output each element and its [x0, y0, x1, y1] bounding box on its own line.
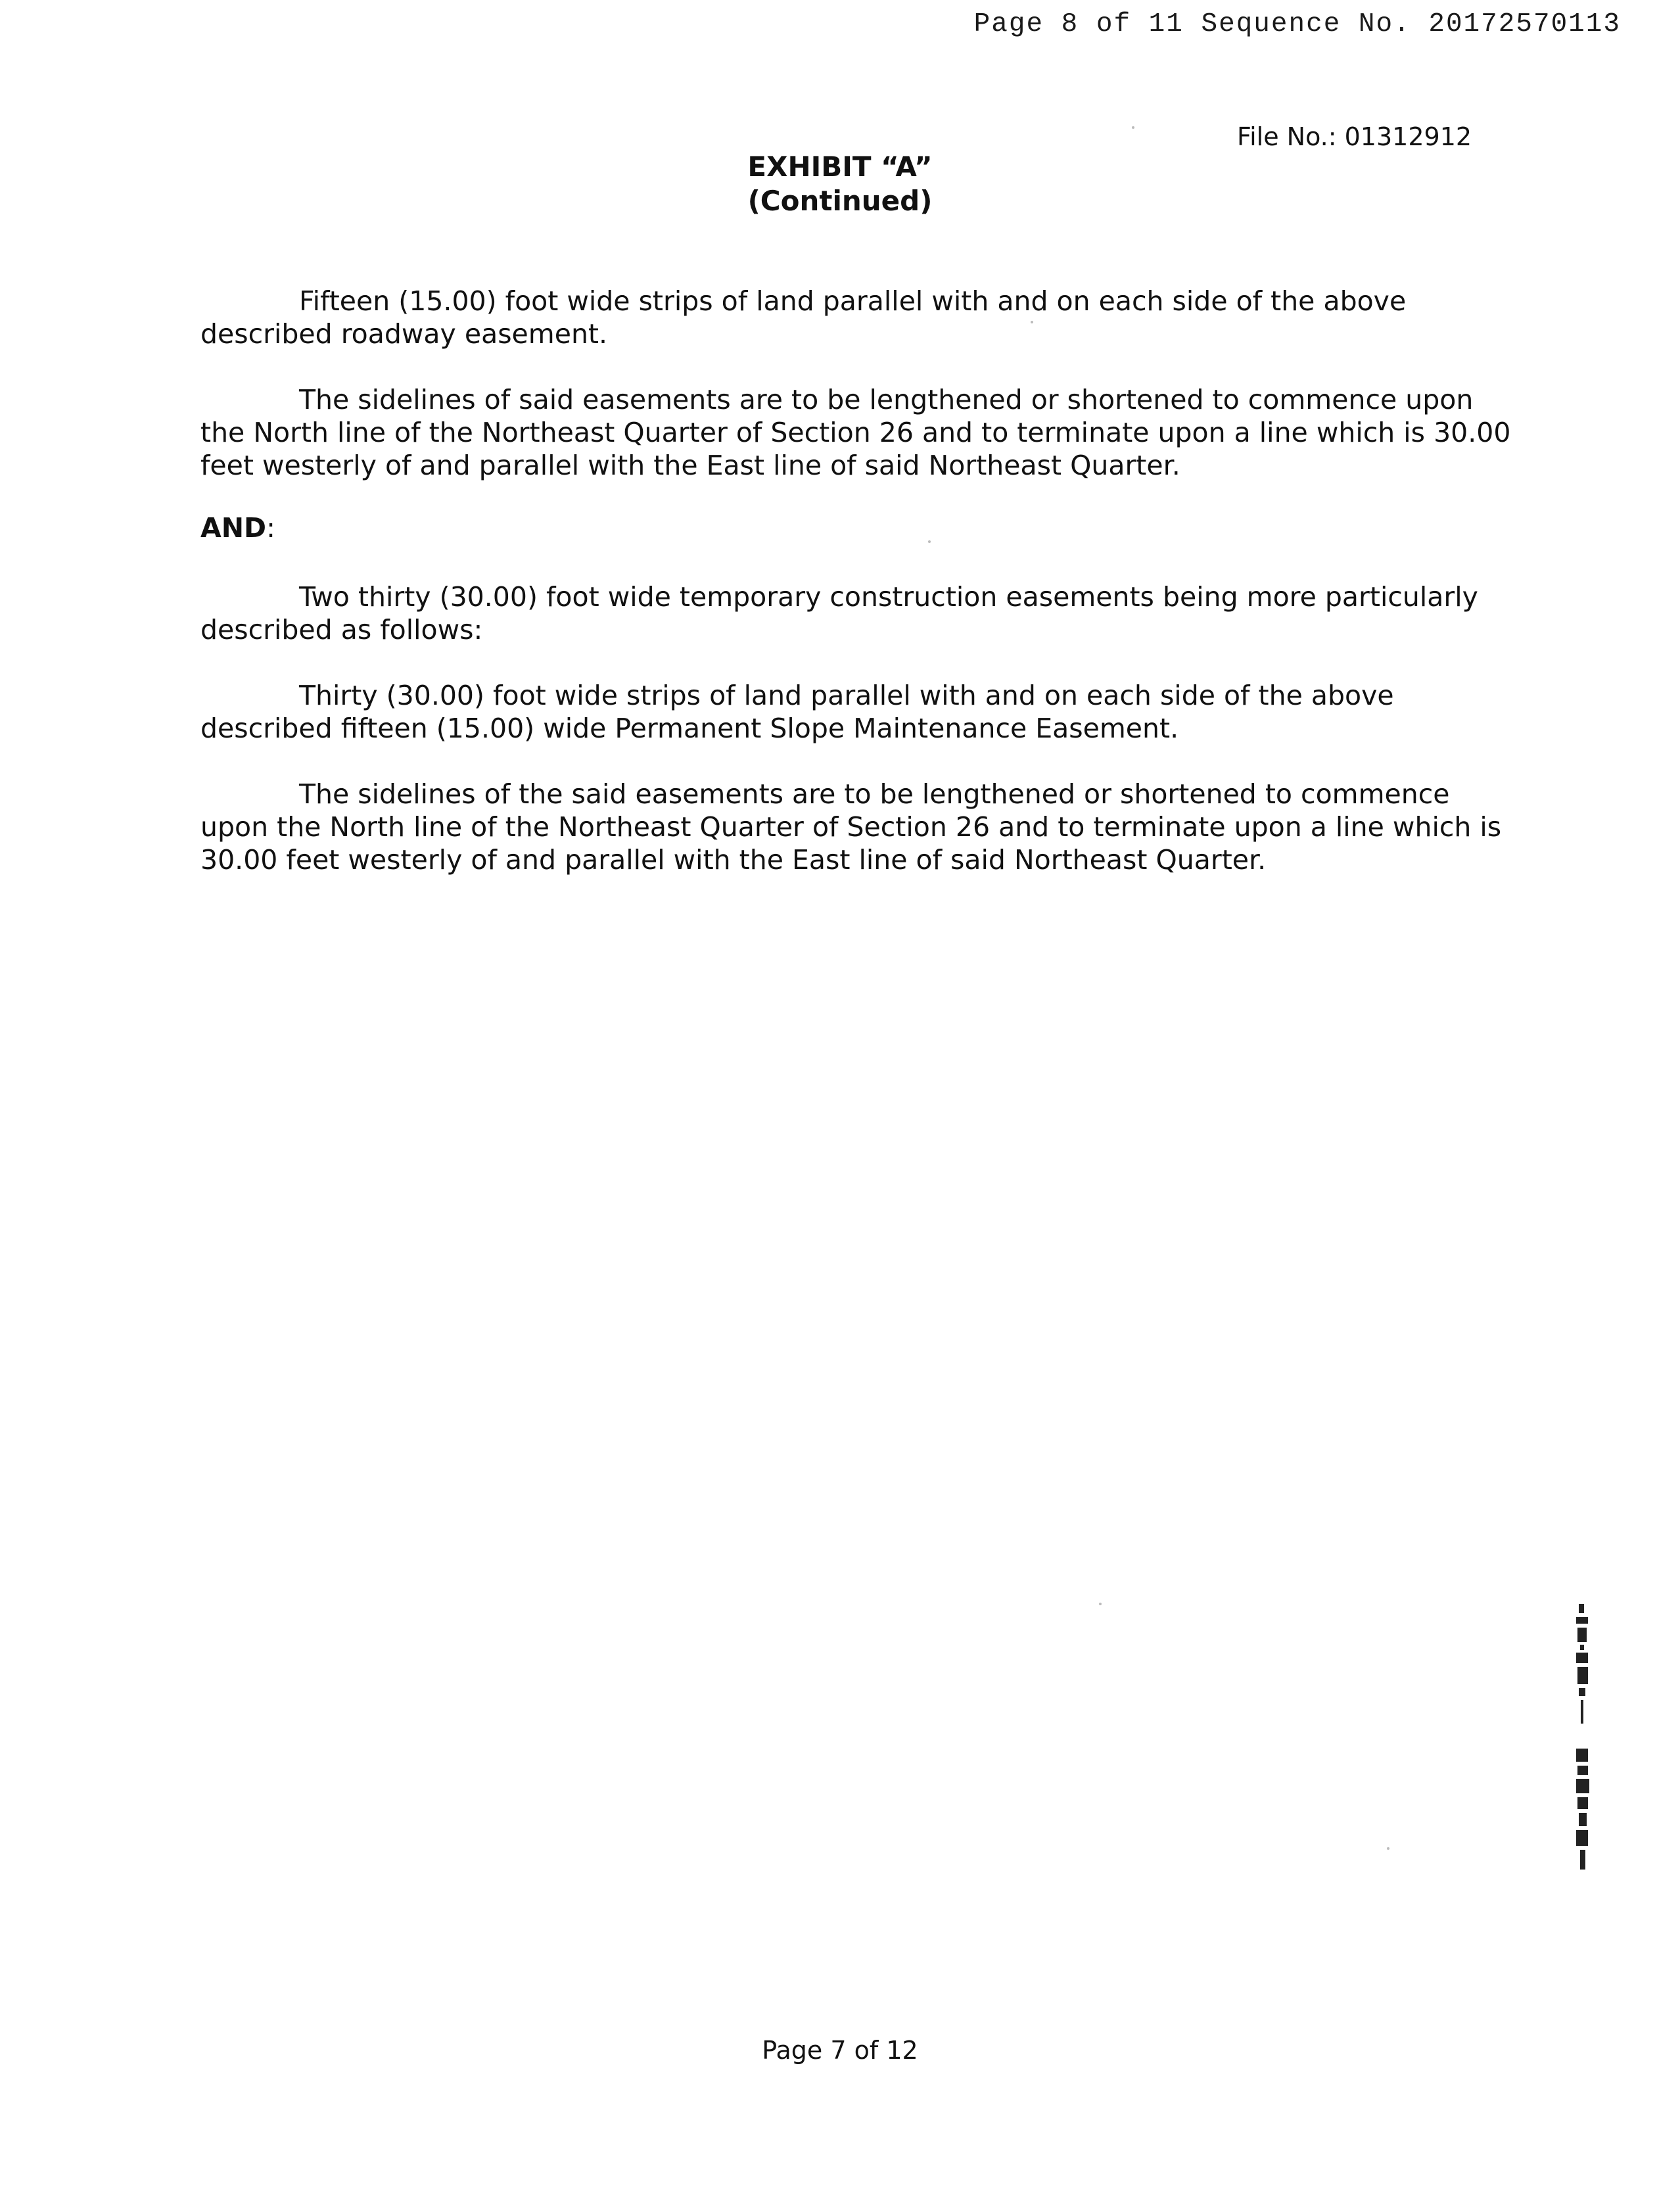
and-heading — [200, 511, 1515, 544]
exhibit-title-line2: (Continued) — [747, 185, 933, 217]
scan-speck — [1132, 126, 1134, 129]
paragraph-roadway-strips — [200, 285, 1515, 350]
scan-speck — [928, 540, 931, 543]
exhibit-title-line1: EXHIBIT “A” — [747, 151, 933, 183]
paragraph-thirty-foot-strips — [200, 679, 1515, 745]
and-label: AND — [200, 512, 267, 544]
scan-speck — [1099, 1603, 1102, 1605]
file-number: File No.: 01312912 — [1237, 122, 1472, 151]
recording-stamp: Page 8 of 11 Sequence No. 20172570113 — [973, 9, 1621, 39]
scan-speck — [1387, 1847, 1389, 1850]
paragraph-text: Two thirty (30.00) foot wide temporary construction easements being more particularly described as follows: — [200, 581, 1478, 646]
paragraph-text: The sidelines of said easements are to be lengthened or shortened to commence upon the North line of the Northeast Quarter of Section 26 and to terminate upon a line which is 30.00 feet westerly of and parallel with the East line of said Northeast Quarter. — [200, 384, 1511, 481]
paragraph-sidelines-1 — [200, 383, 1515, 482]
paragraph-text: The sidelines of the said easements are to be lengthened or shortened to commence upon the North line of the Northeast Quarter of Section 26 and to terminate upon a line which is 30.00 feet westerly of and parallel with the East line of said Northeast Quarter. — [200, 778, 1502, 876]
paragraph-text: Thirty (30.00) foot wide strips of land parallel with and on each side of the above described fifteen (15.00) wide Permanent Slope Maintenance Easement. — [200, 680, 1394, 744]
scan-speck — [1031, 321, 1033, 323]
margin-barcode-mark — [1570, 1604, 1596, 1880]
and-colon: : — [266, 512, 275, 544]
paragraph-sidelines-2 — [200, 778, 1515, 876]
page-footer: Page 7 of 12 — [762, 2036, 918, 2065]
paragraph-construction-easements — [200, 580, 1515, 646]
paragraph-text: Fifteen (15.00) foot wide strips of land parallel with and on each side of the above described roadway easement. — [200, 285, 1407, 350]
exhibit-title — [741, 150, 939, 218]
